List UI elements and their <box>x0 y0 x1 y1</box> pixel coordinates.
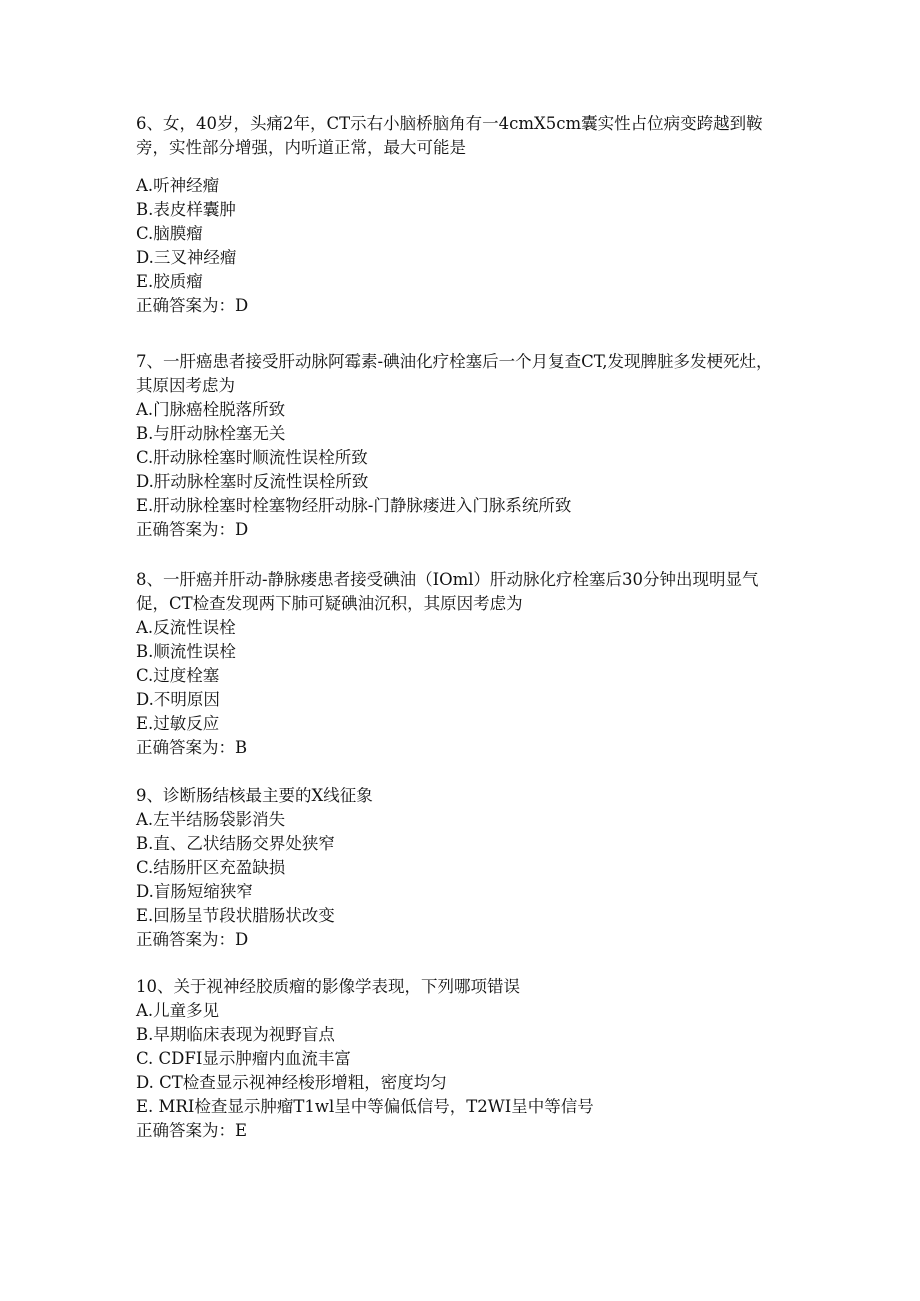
option-e: E.胶质瘤 <box>136 272 203 291</box>
question-10 <box>136 975 786 1143</box>
question-stem: 7、一肝癌患者接受肝动脉阿霉素-碘油化疗栓塞后一个月复查CT,发现脾脏多发梗死灶，其原因考虑为 <box>136 352 773 395</box>
option-a: A.听神经瘤 <box>136 176 220 195</box>
question-stem: 6、女，40岁，头痛2年，CT示右小脑桥脑角有一4cmX5cm囊实性占位病变跨越到鞍旁，实性部分增强，内听道正常，最大可能是 <box>136 114 763 157</box>
question-9 <box>136 784 786 952</box>
option-d: D.盲肠短缩狭窄 <box>136 882 253 901</box>
option-e: E.肝动脉栓塞时栓塞物经肝动脉-门静脉瘘进入门脉系统所致 <box>136 496 572 515</box>
option-c: C.肝动脉栓塞时顺流性误栓所致 <box>136 448 368 467</box>
option-b: B.顺流性误栓 <box>136 642 236 661</box>
option-a: A.左半结肠袋影消失 <box>136 810 286 829</box>
option-b: B.直、乙状结肠交界处狭窄 <box>136 834 335 853</box>
question-stem: 8、一肝癌并肝动-静脉瘘患者接受碘油（IOml）肝动脉化疗栓塞后30分钟出现明显气促，CT检查发现两下肺可疑碘油沉积，其原因考虑为 <box>136 570 759 613</box>
option-e: E. MRI检查显示肿瘤T1wl呈中等偏低信号，T2WI呈中等信号 <box>136 1097 594 1116</box>
option-e: E.回肠呈节段状腊肠状改变 <box>136 906 335 925</box>
question-8 <box>136 568 786 760</box>
correct-answer: 正确答案为：D <box>136 296 249 315</box>
option-a: A.儿童多见 <box>136 1001 220 1020</box>
option-b: B.早期临床表现为视野盲点 <box>136 1025 335 1044</box>
correct-answer: 正确答案为：D <box>136 520 249 539</box>
option-c: C.结肠肝区充盈缺损 <box>136 858 286 877</box>
option-c: C. CDFI显示肿瘤内血流丰富 <box>136 1049 351 1068</box>
option-d: D.不明原因 <box>136 690 220 709</box>
question-stem: 9、诊断肠结核最主要的X线征象 <box>136 786 373 805</box>
correct-answer: 正确答案为：E <box>136 1121 248 1140</box>
correct-answer: 正确答案为：B <box>136 738 248 757</box>
option-c: C.过度栓塞 <box>136 666 220 685</box>
option-b: B.表皮样囊肿 <box>136 200 236 219</box>
option-a: A.门脉癌栓脱落所致 <box>136 400 286 419</box>
question-6 <box>136 112 786 318</box>
option-d: D. CT检查显示视神经梭形增粗，密度均匀 <box>136 1073 447 1092</box>
option-b: B.与肝动脉栓塞无关 <box>136 424 286 443</box>
option-d: D.肝动脉栓塞时反流性误栓所致 <box>136 472 369 491</box>
correct-answer: 正确答案为：D <box>136 930 249 949</box>
option-e: E.过敏反应 <box>136 714 220 733</box>
option-c: C.脑膜瘤 <box>136 224 203 243</box>
question-7 <box>136 350 786 542</box>
question-stem: 10、关于视神经胶质瘤的影像学表现，下列哪项错误 <box>136 977 520 996</box>
option-d: D.三叉神经瘤 <box>136 248 237 267</box>
option-a: A.反流性误栓 <box>136 618 236 637</box>
